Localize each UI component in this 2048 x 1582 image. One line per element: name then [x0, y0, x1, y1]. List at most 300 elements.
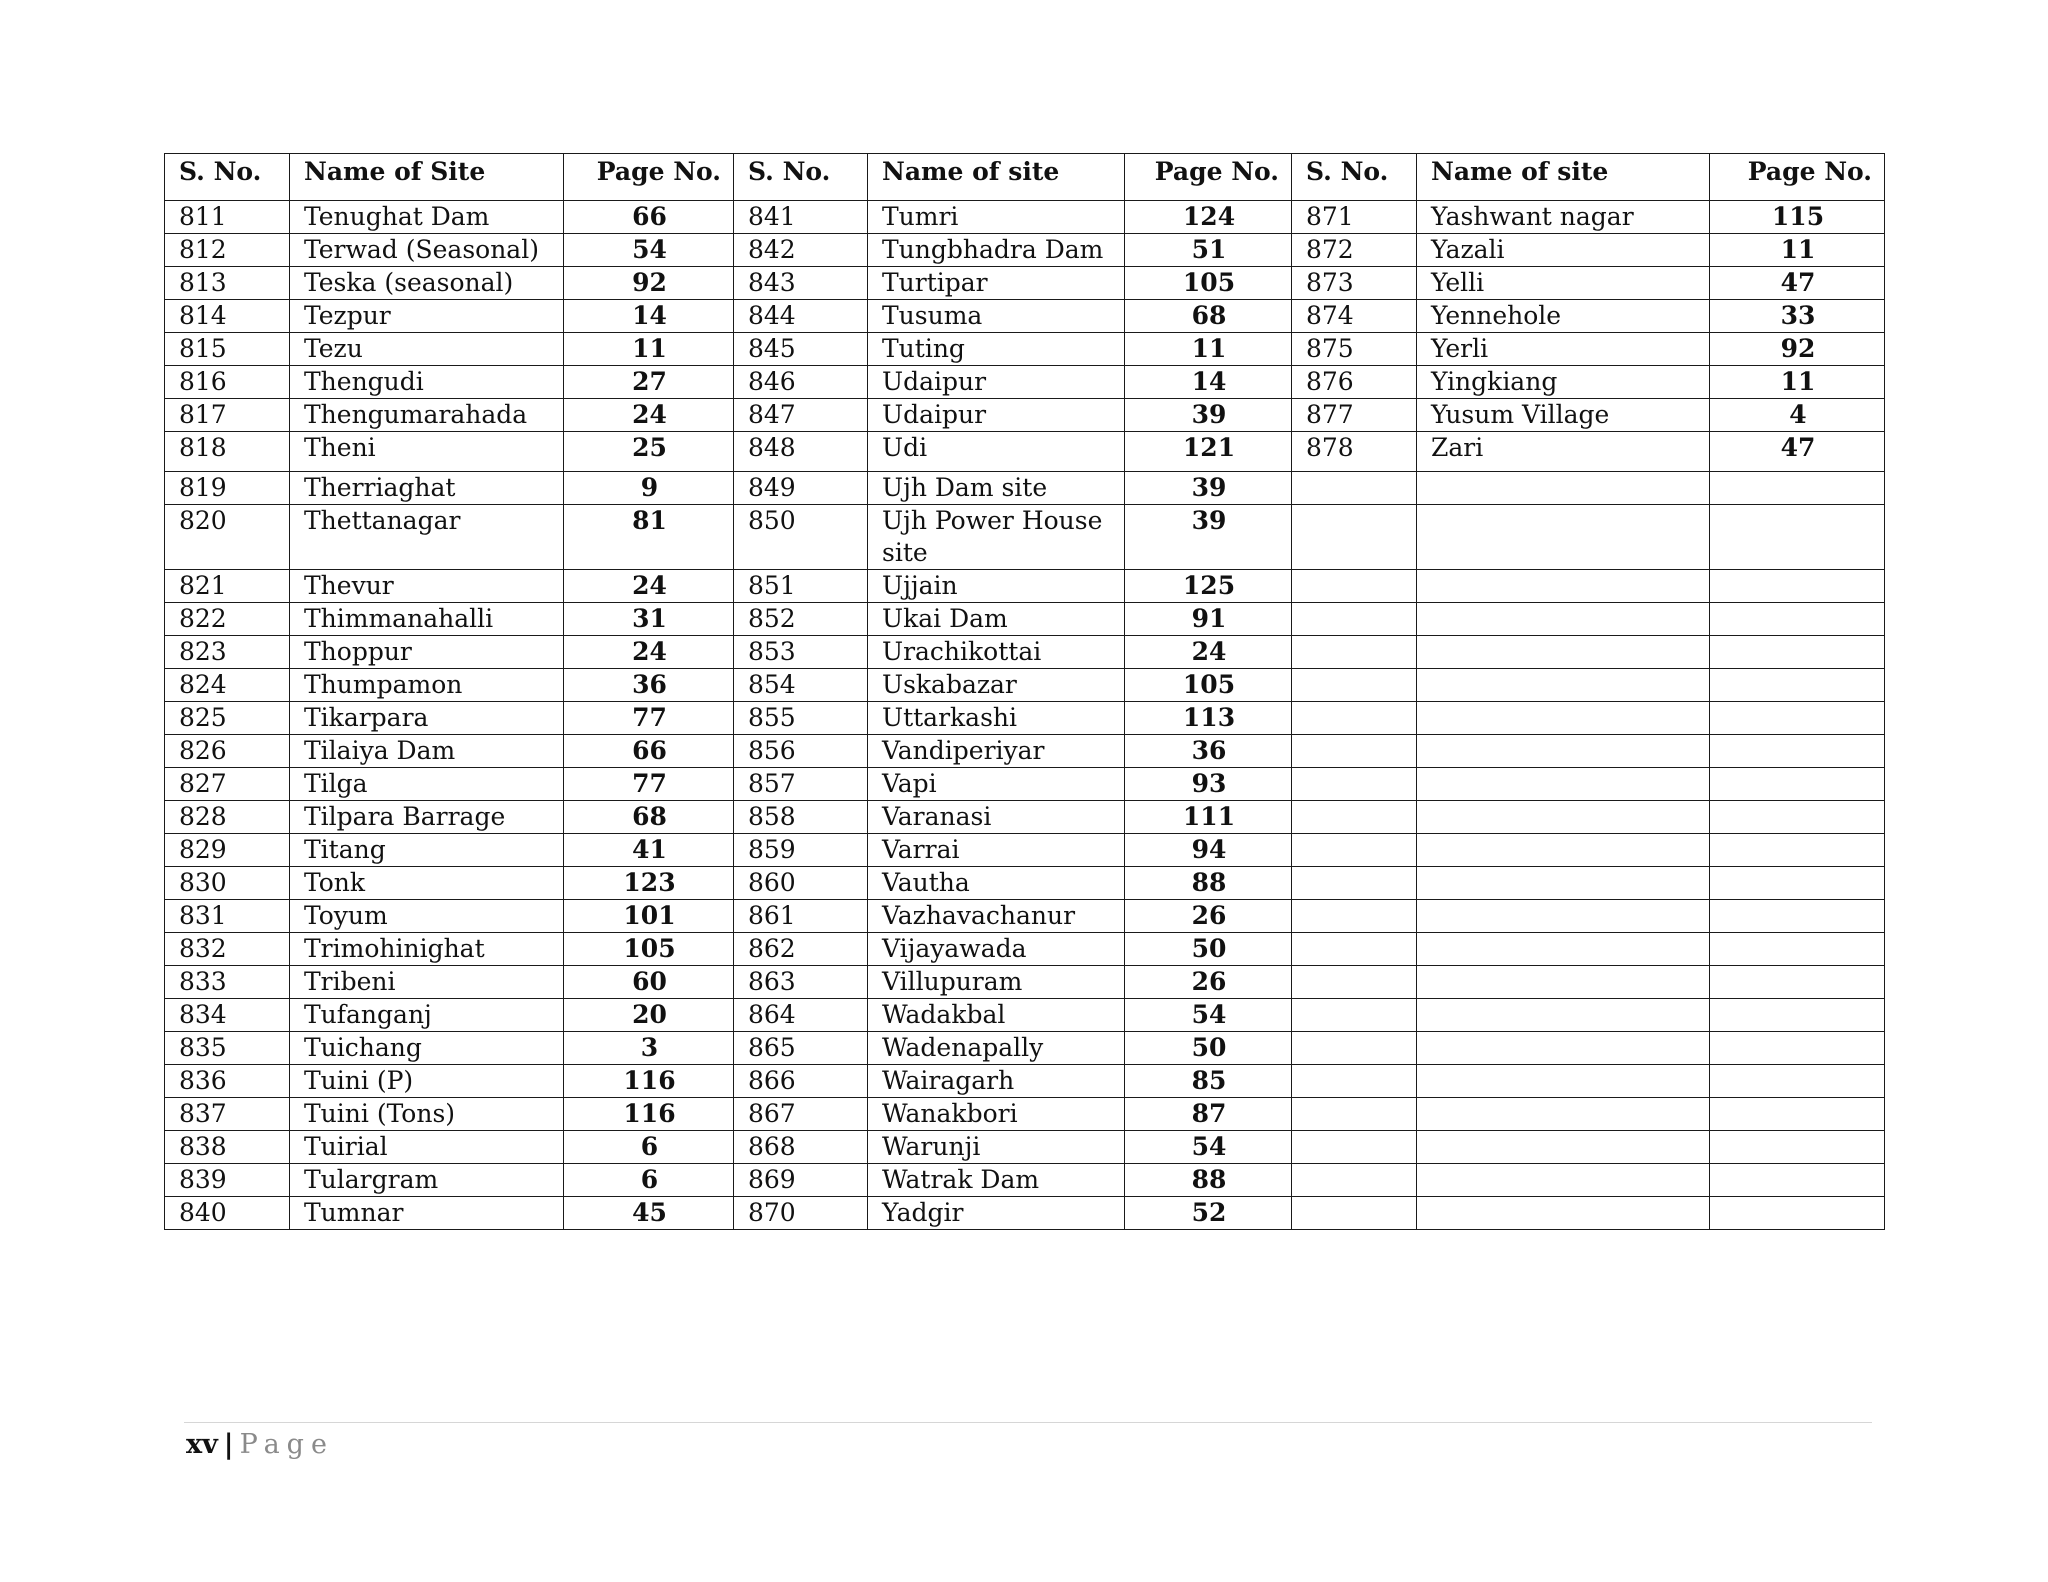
table-row	[165, 669, 1885, 702]
page-no-cell: 93	[1125, 768, 1292, 801]
page-no-cell: 77	[564, 768, 734, 801]
site-name-cell: Wadakbal	[868, 999, 1125, 1032]
col-header-sno-3: S. No.	[1292, 154, 1417, 201]
site-name-cell: Wanakbori	[868, 1098, 1125, 1131]
sno-cell: 832	[165, 933, 290, 966]
site-name-cell: Tungbhadra Dam	[868, 234, 1125, 267]
page-no-cell	[1710, 801, 1885, 834]
page-no-cell: 6	[564, 1164, 734, 1197]
sno-cell: 823	[165, 636, 290, 669]
page-no-cell: 36	[564, 669, 734, 702]
page-no-cell: 51	[1125, 234, 1292, 267]
site-name-cell	[1417, 472, 1710, 505]
page-no-cell: 68	[1125, 300, 1292, 333]
sno-cell: 859	[734, 834, 868, 867]
page-footer	[186, 1428, 334, 1462]
page-no-cell: 39	[1125, 399, 1292, 432]
table-row	[165, 867, 1885, 900]
site-name-cell: Tilpara Barrage	[290, 801, 564, 834]
sno-cell	[1292, 1098, 1417, 1131]
page-no-cell: 9	[564, 472, 734, 505]
page-no-cell: 47	[1710, 267, 1885, 300]
page-number: xv	[186, 1429, 218, 1460]
site-name-cell: Tuting	[868, 333, 1125, 366]
sno-cell	[1292, 834, 1417, 867]
page-no-cell: 3	[564, 1032, 734, 1065]
table-header	[165, 154, 1885, 201]
table-row	[165, 636, 1885, 669]
site-name-cell: Thimmanahalli	[290, 603, 564, 636]
site-name-cell	[1417, 834, 1710, 867]
site-name-cell: Tonk	[290, 867, 564, 900]
site-name-cell	[1417, 1164, 1710, 1197]
site-name-cell: Vandiperiyar	[868, 735, 1125, 768]
sno-cell: 862	[734, 933, 868, 966]
page-no-cell	[1710, 966, 1885, 999]
site-name-cell: Ujh Power House site	[868, 505, 1125, 570]
page-no-cell: 11	[1710, 234, 1885, 267]
site-name-cell	[1417, 669, 1710, 702]
sno-cell: 822	[165, 603, 290, 636]
page-no-cell	[1710, 768, 1885, 801]
table-body	[165, 201, 1885, 1230]
site-name-cell: Zari	[1417, 432, 1710, 472]
table-row	[165, 472, 1885, 505]
page-no-cell	[1710, 933, 1885, 966]
page-no-cell: 36	[1125, 735, 1292, 768]
page-no-cell	[1710, 867, 1885, 900]
sno-cell: 857	[734, 768, 868, 801]
sno-cell: 849	[734, 472, 868, 505]
page-no-cell: 121	[1125, 432, 1292, 472]
page-no-cell: 24	[564, 636, 734, 669]
sno-cell: 834	[165, 999, 290, 1032]
sno-cell: 841	[734, 201, 868, 234]
site-name-cell	[1417, 1098, 1710, 1131]
page-no-cell: 66	[564, 201, 734, 234]
site-name-cell: Yelli	[1417, 267, 1710, 300]
site-name-cell: Wairagarh	[868, 1065, 1125, 1098]
site-name-cell: Villupuram	[868, 966, 1125, 999]
sno-cell	[1292, 1197, 1417, 1230]
page-no-cell: 91	[1125, 603, 1292, 636]
site-name-cell: Titang	[290, 834, 564, 867]
sno-cell: 854	[734, 669, 868, 702]
sno-cell	[1292, 999, 1417, 1032]
sno-cell: 825	[165, 702, 290, 735]
sno-cell: 848	[734, 432, 868, 472]
page-no-cell: 14	[1125, 366, 1292, 399]
sno-cell: 850	[734, 505, 868, 570]
site-name-cell: Yashwant nagar	[1417, 201, 1710, 234]
sno-cell: 865	[734, 1032, 868, 1065]
sno-cell	[1292, 966, 1417, 999]
sno-cell	[1292, 603, 1417, 636]
sno-cell: 826	[165, 735, 290, 768]
page-no-cell: 77	[564, 702, 734, 735]
sno-cell: 839	[165, 1164, 290, 1197]
page-no-cell: 66	[564, 735, 734, 768]
sno-cell	[1292, 867, 1417, 900]
page-no-cell	[1710, 472, 1885, 505]
sno-cell	[1292, 570, 1417, 603]
page-no-cell: 24	[564, 570, 734, 603]
table-row	[165, 1032, 1885, 1065]
page-no-cell: 11	[1125, 333, 1292, 366]
sno-cell: 843	[734, 267, 868, 300]
sno-cell	[1292, 933, 1417, 966]
page-no-cell: 115	[1710, 201, 1885, 234]
table-row	[165, 505, 1885, 570]
sno-cell: 874	[1292, 300, 1417, 333]
site-name-cell	[1417, 1197, 1710, 1230]
page-no-cell	[1710, 1197, 1885, 1230]
table-row	[165, 1131, 1885, 1164]
site-name-cell: Udaipur	[868, 399, 1125, 432]
sno-cell: 838	[165, 1131, 290, 1164]
page-no-cell: 47	[1710, 432, 1885, 472]
site-name-cell: Ujjain	[868, 570, 1125, 603]
site-name-cell: Watrak Dam	[868, 1164, 1125, 1197]
sno-cell	[1292, 735, 1417, 768]
page-no-cell: 116	[564, 1065, 734, 1098]
table-row	[165, 570, 1885, 603]
site-name-cell	[1417, 933, 1710, 966]
page-no-cell	[1710, 1032, 1885, 1065]
site-name-cell: Tikarpara	[290, 702, 564, 735]
sno-cell: 878	[1292, 432, 1417, 472]
table-row	[165, 933, 1885, 966]
site-name-cell: Udaipur	[868, 366, 1125, 399]
page-no-cell: 50	[1125, 933, 1292, 966]
page-no-cell: 26	[1125, 966, 1292, 999]
site-name-cell: Thoppur	[290, 636, 564, 669]
page-no-cell: 124	[1125, 201, 1292, 234]
site-name-cell: Varanasi	[868, 801, 1125, 834]
sno-cell: 845	[734, 333, 868, 366]
header-row	[165, 154, 1885, 201]
page-no-cell: 52	[1125, 1197, 1292, 1230]
page-no-cell: 27	[564, 366, 734, 399]
page-no-cell: 105	[1125, 267, 1292, 300]
table-row	[165, 333, 1885, 366]
sno-cell: 866	[734, 1065, 868, 1098]
site-name-cell: Yadgir	[868, 1197, 1125, 1230]
site-name-cell: Tumri	[868, 201, 1125, 234]
sno-cell	[1292, 801, 1417, 834]
page-no-cell: 54	[1125, 999, 1292, 1032]
page-no-cell: 101	[564, 900, 734, 933]
sno-cell: 813	[165, 267, 290, 300]
site-name-cell: Vijayawada	[868, 933, 1125, 966]
sno-cell: 875	[1292, 333, 1417, 366]
site-name-cell: Udi	[868, 432, 1125, 472]
page-no-cell: 26	[1125, 900, 1292, 933]
sno-cell: 867	[734, 1098, 868, 1131]
sno-cell: 835	[165, 1032, 290, 1065]
page-no-cell	[1710, 669, 1885, 702]
sno-cell: 829	[165, 834, 290, 867]
sno-cell: 833	[165, 966, 290, 999]
sno-cell: 876	[1292, 366, 1417, 399]
site-name-cell	[1417, 900, 1710, 933]
table-row	[165, 234, 1885, 267]
page-no-cell: 50	[1125, 1032, 1292, 1065]
page-no-cell: 39	[1125, 472, 1292, 505]
col-header-sno-1: S. No.	[165, 154, 290, 201]
table-row	[165, 1164, 1885, 1197]
sno-cell: 840	[165, 1197, 290, 1230]
sno-cell: 868	[734, 1131, 868, 1164]
page-no-cell: 6	[564, 1131, 734, 1164]
site-index-table	[164, 153, 1885, 1230]
sno-cell: 831	[165, 900, 290, 933]
page-no-cell: 39	[1125, 505, 1292, 570]
page-no-cell: 4	[1710, 399, 1885, 432]
site-name-cell	[1417, 1131, 1710, 1164]
page-no-cell: 87	[1125, 1098, 1292, 1131]
sno-cell: 858	[734, 801, 868, 834]
col-header-page-3: Page No.	[1710, 154, 1885, 201]
site-name-cell: Yusum Village	[1417, 399, 1710, 432]
page-no-cell: 24	[1125, 636, 1292, 669]
table-row	[165, 1065, 1885, 1098]
page-no-cell: 11	[1710, 366, 1885, 399]
sno-cell: 869	[734, 1164, 868, 1197]
site-name-cell	[1417, 1032, 1710, 1065]
sno-cell: 816	[165, 366, 290, 399]
page-no-cell	[1710, 636, 1885, 669]
table-row	[165, 999, 1885, 1032]
site-name-cell: Wadenapally	[868, 1032, 1125, 1065]
site-name-cell	[1417, 801, 1710, 834]
page-no-cell: 92	[564, 267, 734, 300]
table-row	[165, 603, 1885, 636]
site-name-cell: Tuini (Tons)	[290, 1098, 564, 1131]
site-name-cell	[1417, 505, 1710, 570]
table-row	[165, 900, 1885, 933]
sno-cell: 828	[165, 801, 290, 834]
sno-cell	[1292, 900, 1417, 933]
page-no-cell	[1710, 702, 1885, 735]
site-name-cell	[1417, 636, 1710, 669]
page-no-cell: 25	[564, 432, 734, 472]
page-no-cell	[1710, 1131, 1885, 1164]
sno-cell	[1292, 1032, 1417, 1065]
site-name-cell: Teska (seasonal)	[290, 267, 564, 300]
site-name-cell: Tumnar	[290, 1197, 564, 1230]
table-row	[165, 966, 1885, 999]
table-row	[165, 768, 1885, 801]
footer-divider	[184, 1422, 1872, 1423]
sno-cell: 853	[734, 636, 868, 669]
sno-cell: 871	[1292, 201, 1417, 234]
site-name-cell: Tribeni	[290, 966, 564, 999]
site-name-cell: Thengumarahada	[290, 399, 564, 432]
sno-cell: 851	[734, 570, 868, 603]
sno-cell: 872	[1292, 234, 1417, 267]
site-name-cell: Turtipar	[868, 267, 1125, 300]
sno-cell: 864	[734, 999, 868, 1032]
page-no-cell: 111	[1125, 801, 1292, 834]
sno-cell: 821	[165, 570, 290, 603]
site-name-cell: Yazali	[1417, 234, 1710, 267]
sno-cell	[1292, 669, 1417, 702]
site-name-cell: Tenughat Dam	[290, 201, 564, 234]
page-no-cell: 11	[564, 333, 734, 366]
site-name-cell: Tusuma	[868, 300, 1125, 333]
sno-cell: 817	[165, 399, 290, 432]
page-no-cell	[1710, 1098, 1885, 1131]
table-row	[165, 834, 1885, 867]
site-name-cell: Tuirial	[290, 1131, 564, 1164]
site-name-cell: Toyum	[290, 900, 564, 933]
page-no-cell: 14	[564, 300, 734, 333]
sno-cell: 815	[165, 333, 290, 366]
site-name-cell: Theni	[290, 432, 564, 472]
page-no-cell: 116	[564, 1098, 734, 1131]
sno-cell: 811	[165, 201, 290, 234]
table-row	[165, 300, 1885, 333]
sno-cell: 842	[734, 234, 868, 267]
page-no-cell: 31	[564, 603, 734, 636]
page-no-cell: 88	[1125, 1164, 1292, 1197]
site-name-cell: Tezu	[290, 333, 564, 366]
sno-cell: 870	[734, 1197, 868, 1230]
sno-cell: 818	[165, 432, 290, 472]
site-name-cell	[1417, 735, 1710, 768]
table-row	[165, 399, 1885, 432]
site-name-cell: Terwad (Seasonal)	[290, 234, 564, 267]
page-no-cell: 45	[564, 1197, 734, 1230]
table-row	[165, 366, 1885, 399]
sno-cell	[1292, 702, 1417, 735]
page-no-cell: 60	[564, 966, 734, 999]
page-label: Page	[239, 1429, 334, 1460]
site-name-cell: Yennehole	[1417, 300, 1710, 333]
site-name-cell: Tuichang	[290, 1032, 564, 1065]
site-name-cell: Thettanagar	[290, 505, 564, 570]
site-name-cell: Trimohinighat	[290, 933, 564, 966]
col-header-name-2: Name of site	[868, 154, 1125, 201]
page-no-cell: 33	[1710, 300, 1885, 333]
page-no-cell: 123	[564, 867, 734, 900]
sno-cell: 819	[165, 472, 290, 505]
site-name-cell: Yerli	[1417, 333, 1710, 366]
table-row	[165, 201, 1885, 234]
page-no-cell: 81	[564, 505, 734, 570]
page-no-cell: 105	[564, 933, 734, 966]
page-no-cell: 41	[564, 834, 734, 867]
table-row	[165, 267, 1885, 300]
site-name-cell: Therriaghat	[290, 472, 564, 505]
sno-cell: 855	[734, 702, 868, 735]
site-name-cell: Urachikottai	[868, 636, 1125, 669]
page-no-cell: 88	[1125, 867, 1292, 900]
table-row	[165, 801, 1885, 834]
page-no-cell: 125	[1125, 570, 1292, 603]
page-no-cell: 85	[1125, 1065, 1292, 1098]
site-name-cell	[1417, 702, 1710, 735]
sno-cell: 847	[734, 399, 868, 432]
page-no-cell: 68	[564, 801, 734, 834]
footer-separator: |	[223, 1429, 234, 1460]
sno-cell	[1292, 505, 1417, 570]
site-name-cell	[1417, 867, 1710, 900]
site-name-cell	[1417, 1065, 1710, 1098]
site-name-cell: Vapi	[868, 768, 1125, 801]
sno-cell: 852	[734, 603, 868, 636]
site-name-cell	[1417, 603, 1710, 636]
site-name-cell: Uskabazar	[868, 669, 1125, 702]
sno-cell: 860	[734, 867, 868, 900]
sno-cell	[1292, 1131, 1417, 1164]
sno-cell: 861	[734, 900, 868, 933]
table-row	[165, 1098, 1885, 1131]
site-name-cell: Ukai Dam	[868, 603, 1125, 636]
site-name-cell: Varrai	[868, 834, 1125, 867]
sno-cell: 873	[1292, 267, 1417, 300]
col-header-page-2: Page No.	[1125, 154, 1292, 201]
table-row	[165, 432, 1885, 472]
page-no-cell	[1710, 570, 1885, 603]
sno-cell: 827	[165, 768, 290, 801]
site-name-cell: Thengudi	[290, 366, 564, 399]
page-no-cell	[1710, 505, 1885, 570]
table-row	[165, 1197, 1885, 1230]
page-no-cell: 24	[564, 399, 734, 432]
sno-cell	[1292, 472, 1417, 505]
col-header-name-3: Name of site	[1417, 154, 1710, 201]
site-name-cell: Tilga	[290, 768, 564, 801]
page-no-cell	[1710, 603, 1885, 636]
page-no-cell: 54	[564, 234, 734, 267]
site-name-cell: Uttarkashi	[868, 702, 1125, 735]
sno-cell	[1292, 636, 1417, 669]
page-no-cell	[1710, 999, 1885, 1032]
site-name-cell	[1417, 570, 1710, 603]
sno-cell	[1292, 1065, 1417, 1098]
col-header-sno-2: S. No.	[734, 154, 868, 201]
site-name-cell: Thumpamon	[290, 669, 564, 702]
site-name-cell	[1417, 999, 1710, 1032]
page-no-cell: 113	[1125, 702, 1292, 735]
page-no-cell: 92	[1710, 333, 1885, 366]
sno-cell: 824	[165, 669, 290, 702]
col-header-page-1: Page No.	[564, 154, 734, 201]
page-no-cell	[1710, 735, 1885, 768]
sno-cell	[1292, 1164, 1417, 1197]
sno-cell: 836	[165, 1065, 290, 1098]
sno-cell: 837	[165, 1098, 290, 1131]
sno-cell: 856	[734, 735, 868, 768]
page-no-cell: 105	[1125, 669, 1292, 702]
sno-cell: 820	[165, 505, 290, 570]
sno-cell: 846	[734, 366, 868, 399]
site-name-cell: Warunji	[868, 1131, 1125, 1164]
page-no-cell	[1710, 834, 1885, 867]
sno-cell	[1292, 768, 1417, 801]
site-name-cell: Tulargram	[290, 1164, 564, 1197]
site-name-cell: Tuini (P)	[290, 1065, 564, 1098]
sno-cell: 844	[734, 300, 868, 333]
site-name-cell: Tufanganj	[290, 999, 564, 1032]
site-name-cell: Tezpur	[290, 300, 564, 333]
page-no-cell	[1710, 1065, 1885, 1098]
sno-cell: 812	[165, 234, 290, 267]
site-name-cell: Yingkiang	[1417, 366, 1710, 399]
table-row	[165, 702, 1885, 735]
